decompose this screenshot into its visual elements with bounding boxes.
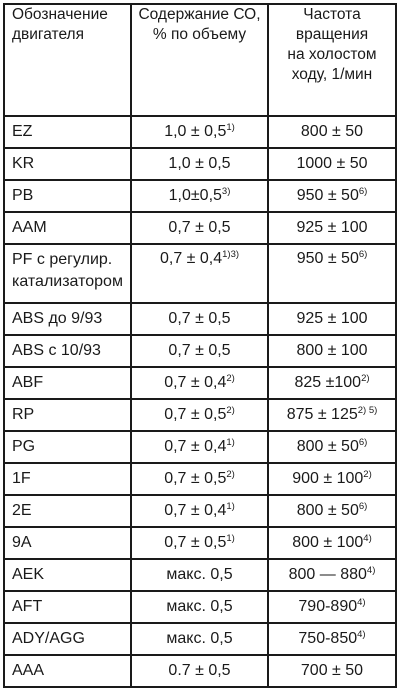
co-value: 0,7 ± 0,4 — [159, 250, 223, 267]
co-content-cell — [131, 431, 268, 463]
footnote-mark: 1) — [226, 437, 235, 448]
co-value: макс. 0,5 — [166, 630, 233, 647]
footnote-mark: 1) — [226, 533, 235, 544]
engine-code-cell — [4, 623, 131, 655]
footnote-mark: 6) — [358, 249, 368, 260]
table-row — [4, 212, 396, 244]
co-value: 1,0 ± 0,5 — [164, 123, 227, 140]
co-value: макс. 0,5 — [166, 566, 233, 583]
co-content-cell — [131, 463, 268, 495]
engine-code: катализатором — [12, 273, 123, 290]
footnote-mark: 1) — [226, 122, 235, 133]
engine-code: ABS с 10/93 — [12, 342, 101, 359]
idle-speed-cell — [268, 495, 396, 527]
table-body — [4, 116, 396, 687]
engine-code: 2E — [12, 502, 32, 519]
table-header — [4, 4, 396, 116]
co-content-cell — [131, 399, 268, 431]
idle-speed-cell — [268, 335, 396, 367]
header-co-line: Содержание СО, — [138, 6, 261, 23]
table-row — [4, 303, 396, 335]
engine-code: PG — [12, 438, 36, 455]
table-row — [4, 463, 396, 495]
table-row — [4, 116, 396, 148]
co-content-cell — [131, 655, 268, 687]
co-content-cell — [131, 116, 268, 148]
idle-speed-cell — [268, 431, 396, 463]
engine-code: ABF — [12, 374, 44, 391]
table-row — [4, 623, 396, 655]
engine-code-cell — [4, 591, 131, 623]
idle-speed-value: 790-890 — [298, 598, 358, 615]
table-row — [4, 180, 396, 212]
footnote-mark: 1) — [226, 501, 235, 512]
table-row — [4, 244, 396, 303]
co-content-cell — [131, 527, 268, 559]
idle-speed-value: 950 ± 50 — [296, 250, 359, 267]
idle-speed-value: 800 ± 100 — [292, 534, 364, 551]
idle-speed-value: 950 ± 50 — [296, 187, 359, 204]
idle-speed-cell — [268, 367, 396, 399]
footnote-mark: 4) — [357, 629, 366, 640]
footnote-mark: 2) — [363, 469, 372, 480]
engine-code-cell — [4, 431, 131, 463]
footnote-mark: 4) — [357, 597, 366, 608]
engine-code: AAA — [12, 662, 45, 679]
co-value: 0,7 ± 0,4 — [164, 438, 227, 455]
footnote-mark: 4) — [366, 565, 376, 576]
table-row — [4, 495, 396, 527]
co-value: 0,7 ± 0,5 — [168, 342, 231, 359]
header-engine-line: двигателя — [12, 26, 84, 43]
idle-speed-cell — [268, 655, 396, 687]
header-rpm — [268, 4, 396, 116]
table-row — [4, 367, 396, 399]
idle-speed-value: 800 — 880 — [288, 566, 367, 583]
idle-speed-cell — [268, 591, 396, 623]
co-value: 1,0±0,5 — [168, 187, 222, 204]
co-content-cell — [131, 244, 268, 303]
engine-code: ADY/AGG — [12, 630, 85, 647]
idle-speed-value: 875 ± 125 — [286, 406, 358, 423]
engine-code-cell — [4, 495, 131, 527]
engine-code: AAM — [12, 219, 47, 236]
engine-code-cell — [4, 116, 131, 148]
table-row — [4, 655, 396, 687]
engine-code-cell — [4, 367, 131, 399]
idle-speed-value: 1000 ± 50 — [296, 155, 368, 172]
co-content-cell — [131, 303, 268, 335]
header-engine — [4, 4, 131, 116]
idle-speed-value: 800 ± 100 — [296, 342, 368, 359]
table-row — [4, 399, 396, 431]
idle-speed-cell — [268, 623, 396, 655]
footnote-mark: 3) — [221, 186, 231, 197]
engine-code: AFT — [12, 598, 43, 615]
engine-code-cell — [4, 335, 131, 367]
idle-speed-cell — [268, 244, 396, 303]
table-row — [4, 148, 396, 180]
co-value: 0,7 ± 0,5 — [164, 534, 227, 551]
co-content-cell — [131, 180, 268, 212]
co-value: 0,7 ± 0,5 — [164, 470, 227, 487]
table-row — [4, 431, 396, 463]
co-content-cell — [131, 148, 268, 180]
footnote-mark: 2) — [226, 373, 235, 384]
co-value: 0,7 ± 0,5 — [168, 310, 231, 327]
idle-speed-cell — [268, 463, 396, 495]
engine-code: 9A — [12, 534, 32, 551]
engine-code-cell — [4, 655, 131, 687]
footnote-mark: 2) — [361, 373, 370, 384]
header-co — [131, 4, 268, 116]
idle-speed-value: 750-850 — [298, 630, 358, 647]
co-value: 0.7 ± 0,5 — [168, 662, 231, 679]
engine-code: ABS до 9/93 — [12, 310, 103, 327]
co-value: 0,7 ± 0,4 — [164, 502, 227, 519]
footnote-mark: 1)3) — [222, 249, 240, 260]
engine-code-cell — [4, 527, 131, 559]
footnote-mark: 4) — [363, 533, 372, 544]
engine-code: KR — [12, 155, 35, 172]
idle-speed-value: 700 ± 50 — [300, 662, 364, 679]
engine-code: RP — [12, 406, 35, 423]
footnote-mark: 6) — [358, 437, 368, 448]
co-value: 1,0 ± 0,5 — [168, 155, 231, 172]
engine-code: EZ — [12, 123, 33, 140]
table-row — [4, 335, 396, 367]
engine-code: AEK — [12, 566, 45, 583]
idle-speed-cell — [268, 180, 396, 212]
header-rpm-line: на холостом — [287, 46, 377, 63]
engine-code-cell — [4, 463, 131, 495]
co-content-cell — [131, 495, 268, 527]
engine-code-cell — [4, 212, 131, 244]
idle-speed-value: 925 ± 100 — [296, 219, 368, 236]
header-engine-line: Обозначение — [12, 6, 108, 23]
co-value: 0,7 ± 0,4 — [164, 374, 227, 391]
co-content-cell — [131, 623, 268, 655]
table-row — [4, 559, 396, 591]
header-rpm-line: ходу, 1/мин — [291, 66, 373, 83]
idle-speed-cell — [268, 559, 396, 591]
co-value: макс. 0,5 — [166, 598, 233, 615]
co-content-cell — [131, 367, 268, 399]
idle-speed-cell — [268, 527, 396, 559]
table-row — [4, 527, 396, 559]
engine-code: PF с регулир. — [12, 251, 113, 268]
footnote-mark: 2) — [226, 469, 235, 480]
engine-code-cell — [4, 148, 131, 180]
engine-code-cell — [4, 559, 131, 591]
co-content-cell — [131, 212, 268, 244]
engine-code: PB — [12, 187, 34, 204]
engine-code-cell — [4, 244, 131, 303]
table-row — [4, 591, 396, 623]
idle-speed-cell — [268, 399, 396, 431]
engine-code-cell — [4, 399, 131, 431]
header-rpm-line: вращения — [295, 26, 369, 43]
idle-speed-cell — [268, 148, 396, 180]
footnote-mark: 6) — [358, 501, 368, 512]
co-value: 0,7 ± 0,5 — [164, 406, 227, 423]
engine-code: 1F — [12, 470, 31, 487]
header-co-line: % по объему — [152, 26, 247, 43]
idle-speed-value: 800 ± 50 — [296, 502, 359, 519]
footnote-mark: 6) — [358, 186, 368, 197]
co-content-cell — [131, 591, 268, 623]
co-content-cell — [131, 559, 268, 591]
engine-code-cell — [4, 303, 131, 335]
idle-speed-cell — [268, 116, 396, 148]
footnote-mark: 2) 5) — [357, 405, 378, 416]
header-row — [4, 4, 396, 116]
idle-speed-value: 800 ± 50 — [296, 438, 359, 455]
footnote-mark: 2) — [226, 405, 235, 416]
engine-code-cell — [4, 180, 131, 212]
idle-speed-value: 900 ± 100 — [292, 470, 364, 487]
engine-spec-table — [3, 3, 397, 688]
idle-speed-value: 825 ±100 — [294, 374, 362, 391]
idle-speed-cell — [268, 303, 396, 335]
co-value: 0,7 ± 0,5 — [168, 219, 231, 236]
idle-speed-cell — [268, 212, 396, 244]
idle-speed-value: 800 ± 50 — [300, 123, 364, 140]
co-content-cell — [131, 335, 268, 367]
header-rpm-line: Частота — [303, 6, 361, 23]
idle-speed-value: 925 ± 100 — [296, 310, 368, 327]
